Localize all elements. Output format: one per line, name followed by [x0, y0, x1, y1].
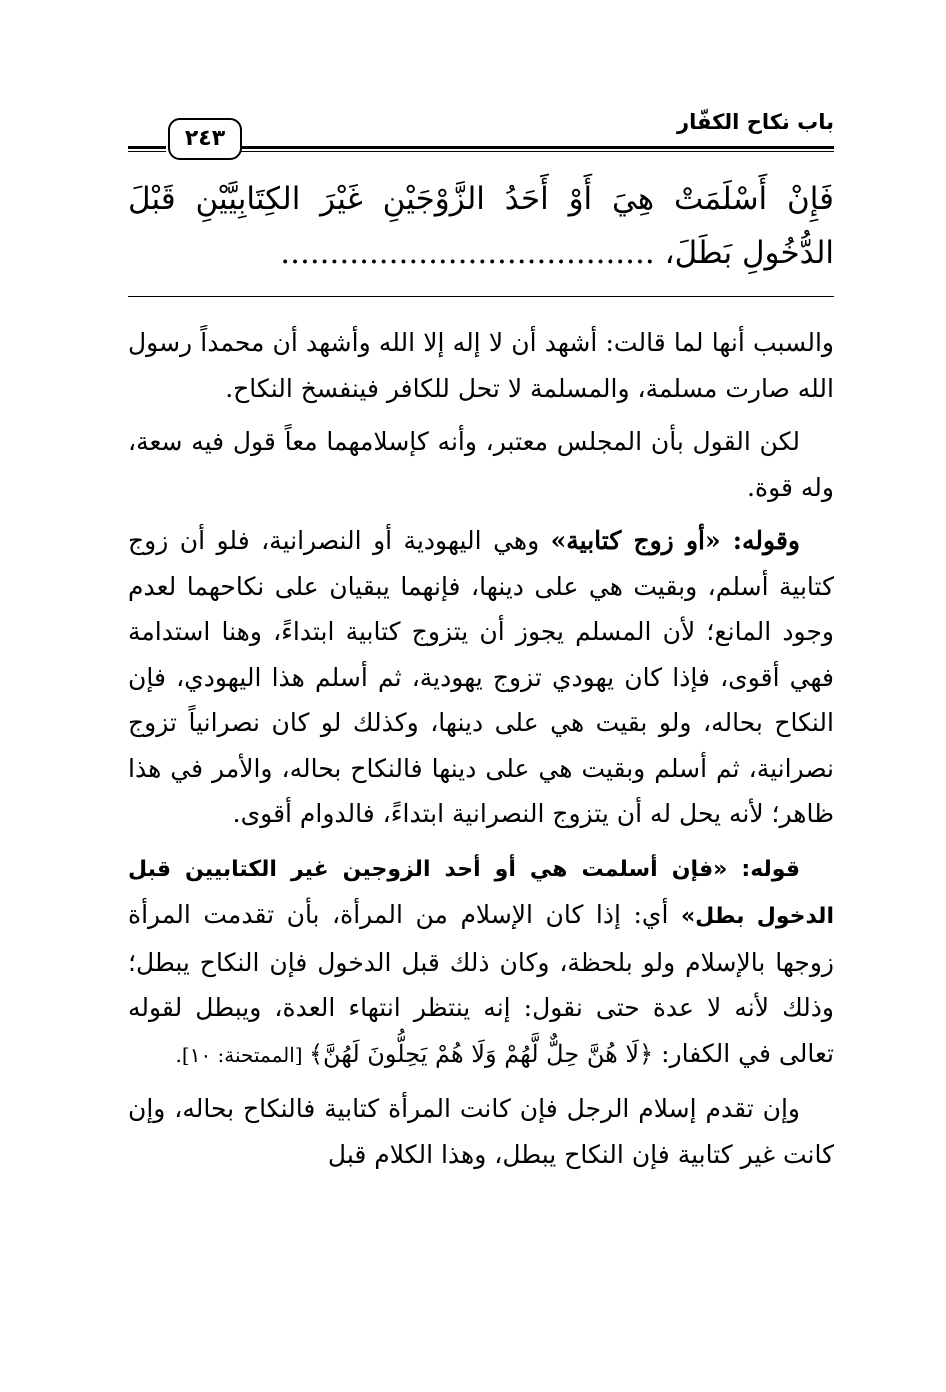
matn-dots: ...................................... — [280, 235, 655, 271]
running-title: باب نكاح الكفّار — [677, 110, 834, 134]
paragraph-2: لكن القول بأن المجلس معتبر، وأنه كإسلامهما معاً قول فيه سعة، وله قوة. — [128, 427, 834, 502]
paragraph-4-body: أي: إذا كان الإسلام من المرأة، بأن تقدمت المرأة زوجها بالإسلام ولو بلحظة، وكان ذلك قبل الدخول فإن النكاح يبطل؛ وذلك لأنه لا عدة حتى نقول: إنه ينتظر انتهاء العدة، ويبطل لقوله تعالى في الكفار: — [128, 900, 834, 1068]
paragraph-3-body: وهي اليهودية أو النصرانية، فلو أن زوج كتابية أسلم، وبقيت هي على دينها، فإنهما يبقيان على نكاحهما لعدم وجود المانع؛ لأن المسلم يجوز أن يتزوج كتابية ابتداءً، وهنا استدامة فهي أقوى، فإذا كان يهودي تزوج يهودية، ثم أسلم هذا اليهودي، فإن النكاح بحاله، ولو بقيت هي على دينها، وكذلك لو كان نصرانياً تزوج نصرانية، ثم أسلم وبقيت هي على دينها فالنكاح بحاله، والأمر في هذا ظاهر؛ لأنه يحل له أن يتزوج النصرانية ابتداءً، فالدوام أقوى. — [128, 526, 834, 828]
matn-text — [128, 172, 834, 280]
header-rule-short — [128, 146, 166, 152]
paragraph-1: والسبب أنها لما قالت: أشهد أن لا إله إلا الله وأشهد أن محمداً رسول الله صارت مسلمة، والمسلمة لا تحل للكافر فينفسخ النكاح. — [128, 328, 834, 403]
page-header — [128, 104, 834, 160]
verse-reference: [الممتحنة: ١٠]. — [175, 1042, 309, 1067]
matn-line-1: فَإِنْ أَسْلَمَتْ هِيَ أَوْ أَحَدُ الزَّوْجَيْنِ غَيْرَ الكِتَابِيَّيْنِ قَبْلَ — [128, 181, 834, 217]
matn-line-2-text: الدُّخُولِ بَطَلَ، — [654, 235, 834, 271]
paragraph-4-lead: قوله: «فإن أسلمت هي أو أحد الزوجين غير الكتابيين قبل الدخول بطل» — [128, 856, 834, 929]
commentary — [128, 320, 834, 1185]
matn-line-2 — [128, 226, 834, 280]
paragraph-4 — [128, 845, 834, 1079]
paragraph-5: وإن تقدم إسلام الرجل فإن كانت المرأة كتابية فالنكاح بحاله، وإن كانت غير كتابية فإن النكاح يبطل، وهذا الكلام قبل — [128, 1094, 834, 1169]
page-number: ٢٤٣ — [168, 118, 242, 160]
header-rule-long — [240, 146, 834, 152]
paragraph-3 — [128, 518, 834, 837]
matn-divider — [128, 296, 834, 297]
quran-verse: ﴿لَا هُنَّ حِلٌّ لَّهُمْ وَلَا هُمْ يَحِلُّونَ لَهُنَّ﴾ — [308, 1039, 654, 1068]
paragraph-3-lead: وقوله: «أو زوج كتابية» — [550, 526, 800, 555]
